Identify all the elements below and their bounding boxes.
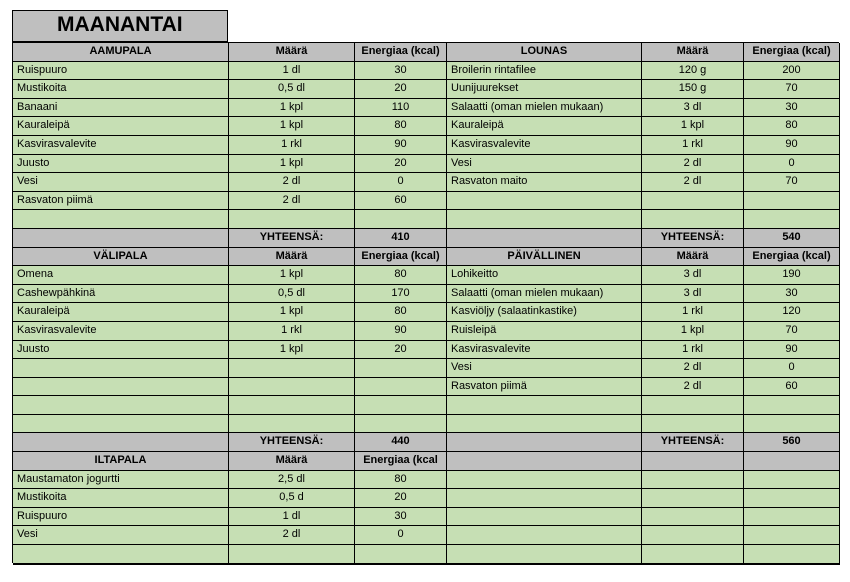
amount-cell: 120 g [642, 62, 744, 81]
amount-cell: 1 rkl [642, 303, 744, 322]
amount-cell: 1 kpl [229, 117, 355, 136]
energy-header: Energiaa (kcal) [355, 248, 447, 267]
energy-cell: 90 [744, 136, 840, 155]
food-cell: Mustikoita [13, 80, 229, 99]
food-cell: Kasvirasvalevite [447, 341, 642, 360]
food-cell: Juusto [13, 341, 229, 360]
amount-cell: 2 dl [642, 378, 744, 397]
amount-cell [642, 210, 744, 229]
amount-header: Määrä [642, 43, 744, 62]
food-cell: Maustamaton jogurtti [13, 471, 229, 490]
total-spacer [13, 564, 229, 565]
energy-cell: 60 [744, 378, 840, 397]
energy-cell: 20 [355, 80, 447, 99]
food-cell [13, 545, 229, 564]
food-cell: Vesi [447, 359, 642, 378]
food-cell [13, 359, 229, 378]
empty-cell [447, 489, 642, 508]
total-value: 440 [355, 433, 447, 452]
food-cell [447, 210, 642, 229]
empty-cell [642, 526, 744, 545]
amount-cell: 1 kpl [229, 303, 355, 322]
amount-cell [642, 396, 744, 415]
amount-cell: 0,5 d [229, 489, 355, 508]
amount-cell: 2,5 dl [229, 471, 355, 490]
amount-cell: 1 dl [229, 508, 355, 527]
food-cell: Rasvaton maito [447, 173, 642, 192]
energy-cell: 110 [355, 99, 447, 118]
total-value [744, 564, 840, 565]
amount-header: Määrä [642, 248, 744, 267]
amount-cell: 2 dl [229, 192, 355, 211]
amount-cell: 3 dl [642, 285, 744, 304]
energy-cell [355, 415, 447, 434]
energy-cell: 20 [355, 341, 447, 360]
energy-cell: 30 [744, 99, 840, 118]
amount-cell: 1 rkl [642, 341, 744, 360]
amount-cell [229, 415, 355, 434]
amount-header: Määrä [229, 452, 355, 471]
amount-cell [229, 545, 355, 564]
food-cell: Uunijuurekset [447, 80, 642, 99]
page-title-box [12, 10, 228, 42]
energy-cell: 170 [355, 285, 447, 304]
amount-cell: 1 kpl [229, 266, 355, 285]
energy-cell [744, 415, 840, 434]
meal-header-paivallinen: PÄIVÄLLINEN [447, 248, 642, 267]
energy-header: Energiaa (kcal) [744, 248, 840, 267]
energy-cell [355, 378, 447, 397]
food-cell: Kasvirasvalevite [13, 136, 229, 155]
amount-header: Määrä [229, 43, 355, 62]
food-cell: Vesi [13, 173, 229, 192]
energy-cell [355, 359, 447, 378]
energy-cell: 90 [744, 341, 840, 360]
energy-cell: 30 [355, 62, 447, 81]
empty-cell [744, 526, 840, 545]
amount-cell: 1 kpl [642, 117, 744, 136]
total-value [355, 564, 447, 565]
amount-cell: 1 kpl [229, 341, 355, 360]
meal-header-lounas: LOUNAS [447, 43, 642, 62]
food-cell: Ruisleipä [447, 322, 642, 341]
amount-cell [642, 415, 744, 434]
meal-plan-table [12, 42, 839, 563]
energy-cell: 0 [744, 359, 840, 378]
food-cell: Kauraleipä [13, 303, 229, 322]
amount-cell [229, 396, 355, 415]
energy-cell: 60 [355, 192, 447, 211]
amount-cell: 1 dl [229, 62, 355, 81]
total-spacer [447, 433, 642, 452]
total-label: YHTEENSÄ: [642, 229, 744, 248]
food-cell: Kasviöljy (salaatinkastike) [447, 303, 642, 322]
energy-cell: 80 [355, 266, 447, 285]
energy-cell: 30 [744, 285, 840, 304]
empty-cell [744, 489, 840, 508]
energy-cell [744, 396, 840, 415]
energy-header: Energiaa (kcal [355, 452, 447, 471]
amount-cell [229, 378, 355, 397]
energy-cell: 90 [355, 322, 447, 341]
food-cell: Broilerin rintafilee [447, 62, 642, 81]
energy-cell: 190 [744, 266, 840, 285]
food-cell: Cashewpähkinä [13, 285, 229, 304]
empty-cell [642, 508, 744, 527]
energy-cell: 70 [744, 80, 840, 99]
food-cell [13, 396, 229, 415]
food-cell: Rasvaton piimä [447, 378, 642, 397]
amount-cell: 3 dl [642, 266, 744, 285]
amount-cell: 2 dl [642, 359, 744, 378]
food-cell: Juusto [13, 155, 229, 174]
empty-cell [447, 545, 642, 564]
energy-cell: 200 [744, 62, 840, 81]
energy-cell [355, 545, 447, 564]
energy-cell: 120 [744, 303, 840, 322]
amount-cell [229, 359, 355, 378]
total-label: YHTEENSÄ: [229, 433, 355, 452]
amount-cell [229, 210, 355, 229]
amount-cell: 0,5 dl [229, 80, 355, 99]
energy-cell [744, 210, 840, 229]
energy-cell [355, 396, 447, 415]
empty-cell [744, 545, 840, 564]
total-label [642, 564, 744, 565]
energy-cell: 80 [355, 471, 447, 490]
empty-cell [744, 452, 840, 471]
food-cell [447, 192, 642, 211]
total-value: 410 [355, 229, 447, 248]
empty-cell [642, 489, 744, 508]
empty-cell [744, 508, 840, 527]
energy-header: Energiaa (kcal) [355, 43, 447, 62]
energy-cell: 90 [355, 136, 447, 155]
energy-header: Energiaa (kcal) [744, 43, 840, 62]
food-cell [447, 415, 642, 434]
food-cell: Banaani [13, 99, 229, 118]
amount-cell: 2 dl [642, 173, 744, 192]
food-cell: Salaatti (oman mielen mukaan) [447, 99, 642, 118]
energy-cell: 70 [744, 173, 840, 192]
amount-cell: 1 kpl [229, 99, 355, 118]
total-label [229, 564, 355, 565]
amount-cell: 2 dl [642, 155, 744, 174]
energy-cell [355, 210, 447, 229]
empty-cell [447, 452, 642, 471]
food-cell: Kauraleipä [13, 117, 229, 136]
total-label: YHTEENSÄ: [229, 229, 355, 248]
food-cell: Omena [13, 266, 229, 285]
page-title: MAANANTAI [57, 13, 183, 36]
total-spacer [13, 229, 229, 248]
empty-cell [642, 471, 744, 490]
energy-cell: 0 [744, 155, 840, 174]
empty-cell [447, 508, 642, 527]
food-cell [13, 210, 229, 229]
food-cell [13, 415, 229, 434]
food-cell: Kauraleipä [447, 117, 642, 136]
food-cell [447, 396, 642, 415]
empty-cell [642, 545, 744, 564]
food-cell: Ruispuuro [13, 62, 229, 81]
energy-cell: 80 [744, 117, 840, 136]
total-value: 540 [744, 229, 840, 248]
energy-cell: 20 [355, 155, 447, 174]
meal-header-aamupala: AAMUPALA [13, 43, 229, 62]
amount-cell: 1 kpl [229, 155, 355, 174]
food-cell: Salaatti (oman mielen mukaan) [447, 285, 642, 304]
total-label: YHTEENSÄ: [642, 433, 744, 452]
meal-header-valipala: VÄLIPALA [13, 248, 229, 267]
amount-cell [642, 192, 744, 211]
food-cell: Vesi [447, 155, 642, 174]
total-spacer [447, 229, 642, 248]
energy-cell: 80 [355, 117, 447, 136]
amount-cell: 2 dl [229, 526, 355, 545]
total-spacer [13, 433, 229, 452]
food-cell: Rasvaton piimä [13, 192, 229, 211]
energy-cell: 20 [355, 489, 447, 508]
food-cell: Mustikoita [13, 489, 229, 508]
energy-cell: 0 [355, 173, 447, 192]
amount-cell: 0,5 dl [229, 285, 355, 304]
amount-cell: 1 rkl [642, 136, 744, 155]
amount-cell: 2 dl [229, 173, 355, 192]
energy-cell: 0 [355, 526, 447, 545]
total-value: 560 [744, 433, 840, 452]
empty-cell [744, 471, 840, 490]
energy-cell: 70 [744, 322, 840, 341]
amount-cell: 1 rkl [229, 322, 355, 341]
food-cell: Ruispuuro [13, 508, 229, 527]
food-cell: Kasvirasvalevite [13, 322, 229, 341]
total-spacer [447, 564, 642, 565]
food-cell: Lohikeitto [447, 266, 642, 285]
energy-cell: 30 [355, 508, 447, 527]
food-cell: Vesi [13, 526, 229, 545]
amount-cell: 150 g [642, 80, 744, 99]
amount-cell: 1 rkl [229, 136, 355, 155]
energy-cell [744, 192, 840, 211]
amount-cell: 3 dl [642, 99, 744, 118]
empty-cell [447, 471, 642, 490]
food-cell: Kasvirasvalevite [447, 136, 642, 155]
meal-header-iltapala: ILTAPALA [13, 452, 229, 471]
amount-header: Määrä [229, 248, 355, 267]
amount-cell: 1 kpl [642, 322, 744, 341]
food-cell [13, 378, 229, 397]
energy-cell: 80 [355, 303, 447, 322]
empty-cell [447, 526, 642, 545]
empty-cell [642, 452, 744, 471]
